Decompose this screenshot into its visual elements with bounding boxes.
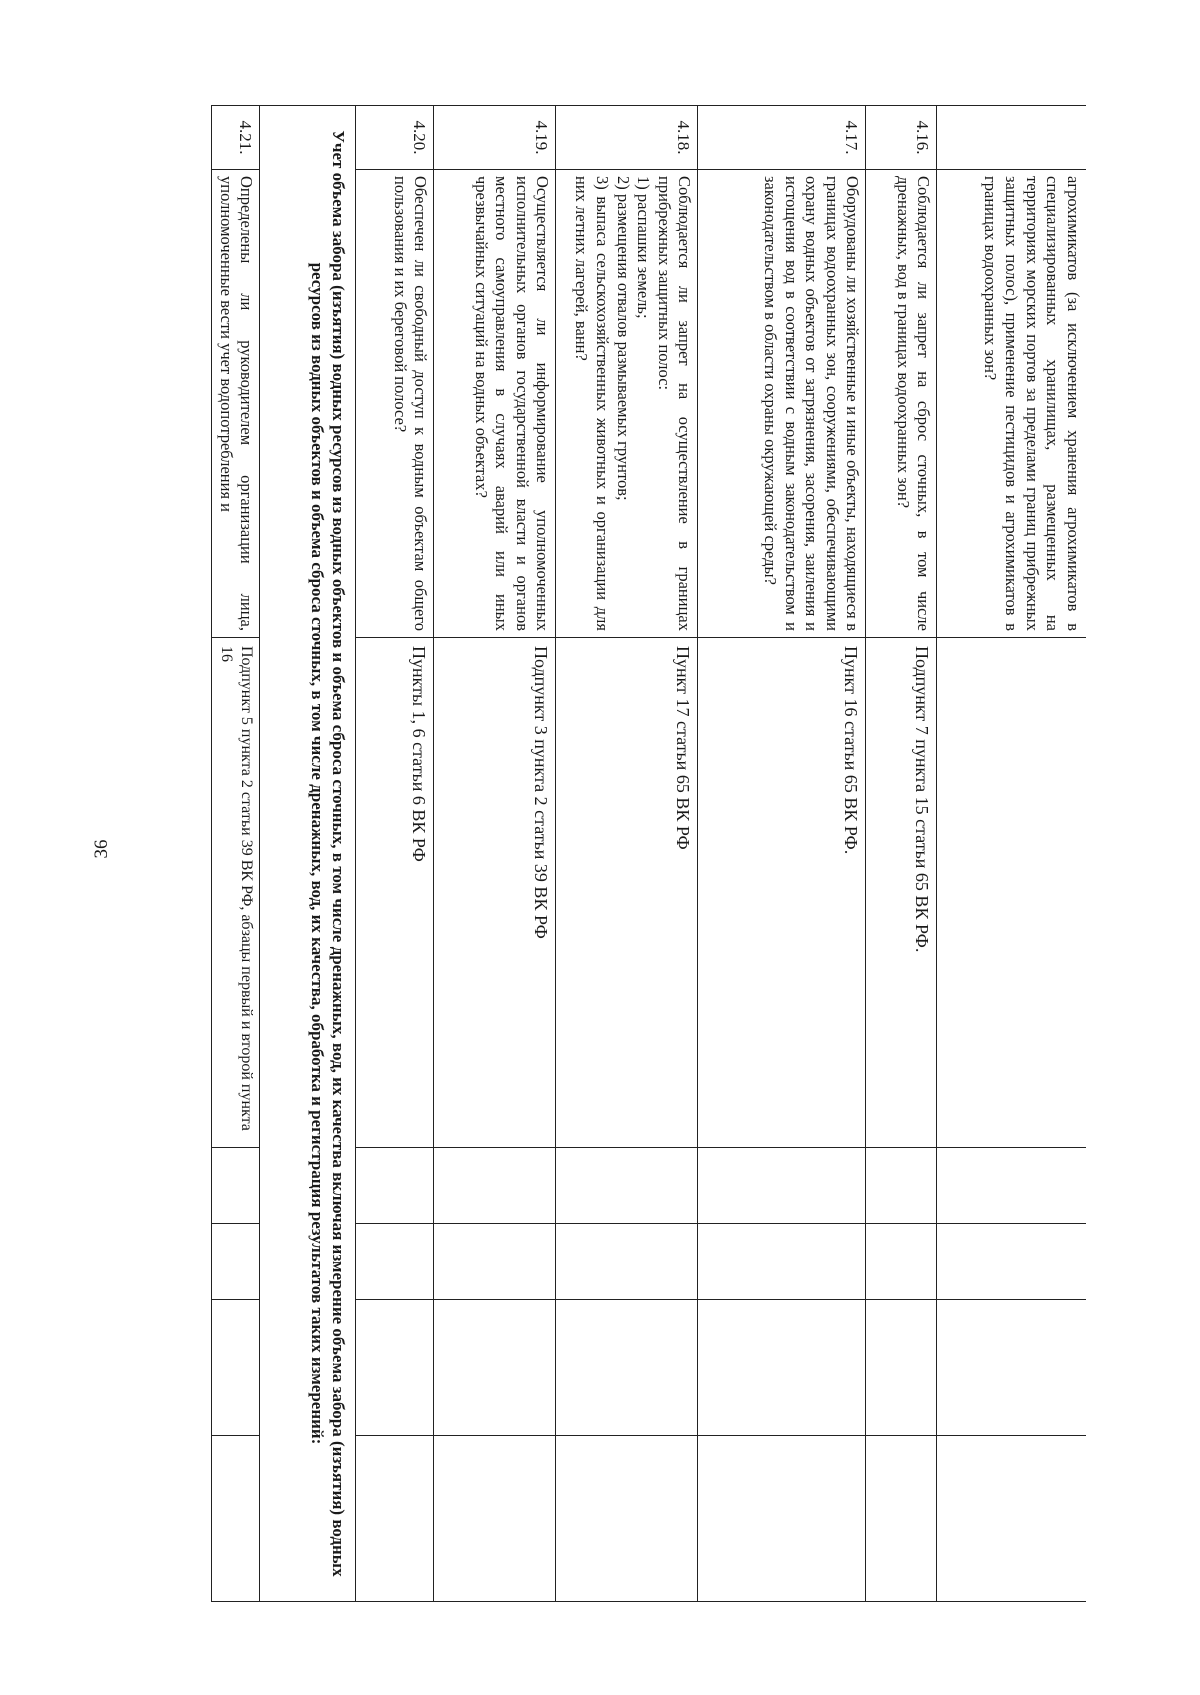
answer-cell	[698, 1300, 866, 1436]
row-number: 4.18.	[556, 106, 698, 170]
row-number: 4.19.	[434, 106, 556, 170]
answer-cell	[937, 1148, 1086, 1224]
question-cell: Соблюдается ли запрет на сброс сточных, в том числе дренажных, вод в границах водоохранных зон?	[866, 170, 937, 638]
question-cell: Обеспечен ли свободный доступ к водным объектам общего пользования и их береговой полосе?	[356, 170, 434, 638]
note-cell	[937, 1436, 1086, 1602]
answer-cell	[866, 1224, 937, 1300]
checklist-table	[211, 105, 1086, 1602]
answer-cell	[434, 1148, 556, 1224]
answer-cell	[356, 1224, 434, 1300]
note-cell	[212, 1436, 260, 1602]
section-heading: Учет объема забора (изъятия) водных ресурсов из водных объектов и объема сброса сточных, в том числе дренажных, вод, их качества включая измерение объема забора (изъятия) водных ресурсов из водных объектов и объема сброса сточных, в том числе дренажных, вод, их качества, обработка и регистрация результатов таких измерений:	[260, 106, 356, 1602]
legal-basis-cell: Подпункт 5 пункта 2 статьи 39 ВК РФ, абзацы первый и второй пункта 16	[212, 638, 260, 1148]
answer-cell	[356, 1300, 434, 1436]
row-number: 4.16.	[866, 106, 937, 170]
answer-cell	[698, 1148, 866, 1224]
legal-basis-cell: Подпункт 3 пункта 2 статьи 39 ВК РФ	[434, 638, 556, 1148]
row-number: 4.21.	[212, 106, 260, 170]
answer-cell	[356, 1148, 434, 1224]
answer-cell	[937, 1300, 1086, 1436]
table-row	[698, 106, 866, 1602]
answer-cell	[556, 1300, 698, 1436]
question-cell: Оборудованы ли хозяйственные и иные объекты, находящиеся в границах водоохранных зон, сооружениями, обеспечивающими охрану водных объектов от загрязнения, засорения, заиления и истощения вод в соответствии с водным законодательством и законодательством в области охраны окружающей среды?	[698, 170, 866, 638]
answer-cell	[212, 1224, 260, 1300]
question-cell: агрохимикатов (за исключением хранения агрохимикатов в специализированных хранилищах, размещенных на территориях морских портов за пределами границ прибрежных защитных полос), применение пестицидов и агрохимикатов в границах водоохранных зон?	[937, 170, 1086, 638]
legal-basis-cell: Пункт 17 статьи 65 ВК РФ	[556, 638, 698, 1148]
question-cell: Осуществляется ли информирование уполномоченных исполнительных органов государственной власти и органов местного самоуправления в случаях аварий или иных чрезвычайных ситуаций на водных объектах?	[434, 170, 556, 638]
table-row	[356, 106, 434, 1602]
row-number: 4.20.	[356, 106, 434, 170]
table-row	[866, 106, 937, 1602]
table-row	[434, 106, 556, 1602]
question-cell: Соблюдается ли запрет на осуществление в границах прибрежных защитных полос: 1) распашки земель; 2) размещения отвалов размываемых грунтов; 3) выпаса сельскохозяйственных животных и организации для них летних лагерей, ванн?	[556, 170, 698, 638]
answer-cell	[434, 1224, 556, 1300]
answer-cell	[434, 1300, 556, 1436]
answer-cell	[212, 1300, 260, 1436]
section-heading-row	[260, 106, 356, 1602]
table-row	[556, 106, 698, 1602]
answer-cell	[866, 1148, 937, 1224]
rotated-table-page	[160, 105, 1086, 1601]
note-cell	[866, 1436, 937, 1602]
answer-cell	[698, 1224, 866, 1300]
table-row	[937, 106, 1086, 1602]
answer-cell	[212, 1148, 260, 1224]
legal-basis-cell: Пункт 16 статьи 65 ВК РФ.	[698, 638, 866, 1148]
table-row	[212, 106, 260, 1602]
answer-cell	[556, 1224, 698, 1300]
note-cell	[356, 1436, 434, 1602]
answer-cell	[556, 1148, 698, 1224]
legal-basis-cell: Подпункт 7 пункта 15 статьи 65 ВК РФ.	[866, 638, 937, 1148]
row-number: 4.17.	[698, 106, 866, 170]
row-number	[937, 106, 1086, 170]
answer-cell	[937, 1224, 1086, 1300]
answer-cell	[866, 1300, 937, 1436]
question-cell: Определены ли руководителем организации лица, уполномоченные вести учет водопотребления и	[212, 170, 260, 638]
note-cell	[434, 1436, 556, 1602]
page-number: 36	[91, 839, 112, 859]
note-cell	[698, 1436, 866, 1602]
legal-basis-cell: Пункты 1, 6 статьи 6 ВК РФ	[356, 638, 434, 1148]
legal-basis-cell	[937, 638, 1086, 1148]
note-cell	[556, 1436, 698, 1602]
